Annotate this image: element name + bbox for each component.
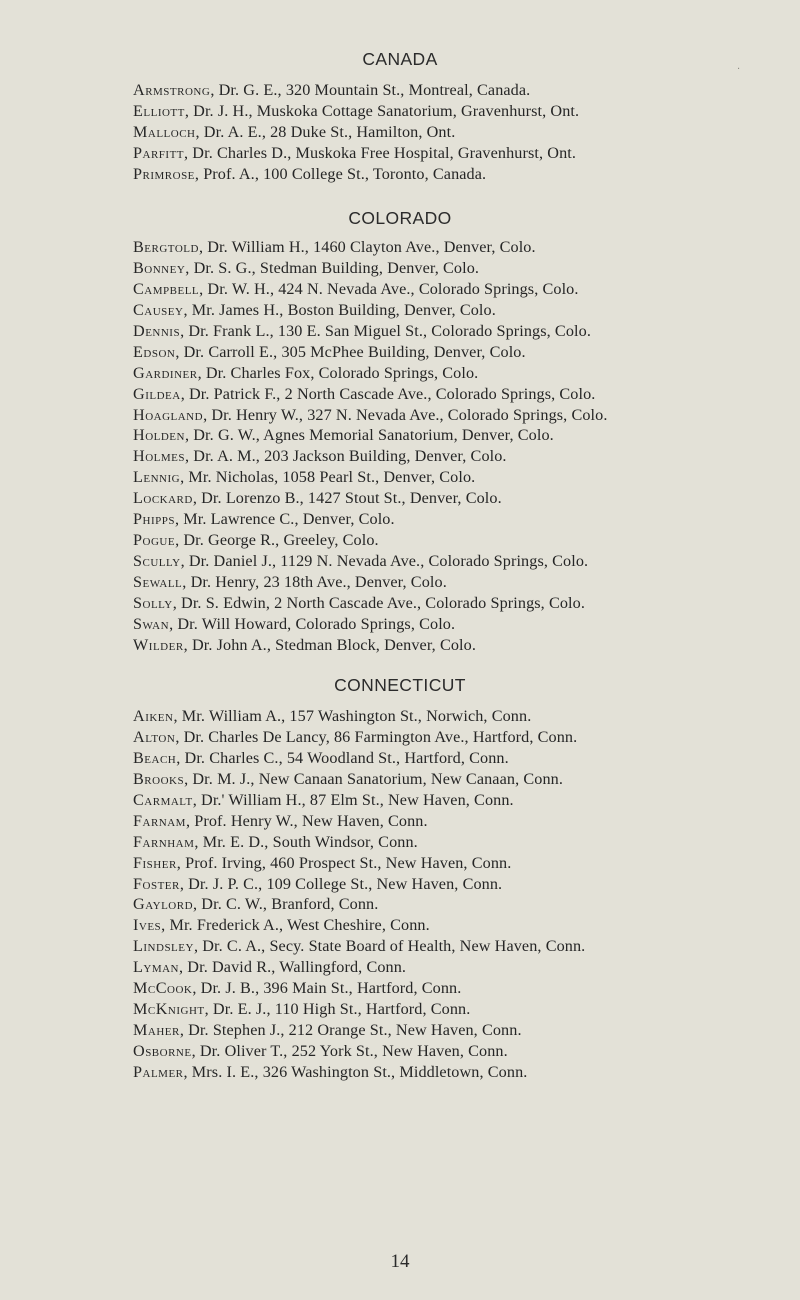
directory-entry	[133, 237, 793, 258]
directory-entry	[133, 467, 793, 488]
entry-details: , Dr. William H., 1460 Clayton Ave., Denver, Colo.	[198, 238, 536, 256]
directory-entry	[133, 80, 793, 101]
entry-surname: Carmalt	[133, 790, 193, 809]
section-heading-colorado: COLORADO	[348, 208, 452, 228]
directory-entry	[133, 727, 793, 748]
entry-details: , Dr. J. B., 396 Main St., Hartford, Conn.	[192, 979, 462, 998]
directory-entry	[133, 300, 793, 321]
entry-surname: Farnham	[133, 832, 195, 851]
directory-entry	[133, 748, 793, 769]
entry-surname: Lockard	[133, 489, 193, 508]
entry-details: , Dr. Charles Fox, Colorado Springs, Colo.	[197, 363, 479, 382]
entry-surname: Parfitt	[133, 143, 185, 162]
entry-surname: Campbell	[133, 279, 200, 298]
entry-details: , Dr. Henry, 23 18th Ave., Denver, Colo.	[182, 573, 447, 591]
entry-details: , Dr. Will Howard, Colorado Springs, Colo.	[169, 614, 456, 633]
entry-details: , Mr. E. D., South Windsor, Conn.	[194, 832, 418, 851]
directory-entry	[133, 425, 793, 446]
entry-surname: Wilder	[133, 635, 184, 654]
entry-surname: Gildea	[133, 384, 181, 403]
entry-details: , Dr. Frank L., 130 E. San Miguel St., Colorado Springs, Colo.	[180, 321, 591, 340]
directory-entry	[133, 551, 793, 572]
entry-surname: Malloch	[133, 122, 196, 141]
entry-surname: Scully	[133, 552, 181, 571]
entry-surname: Gaylord	[133, 895, 194, 914]
entry-details: , Dr. Daniel J., 1129 N. Nevada Ave., Colorado Springs, Colo.	[180, 552, 589, 571]
entry-details: , Dr. G. E., 320 Mountain St., Montreal, Canada.	[210, 81, 531, 99]
entry-surname: McCook	[133, 979, 193, 998]
directory-entry	[133, 915, 793, 936]
entry-details: , Mr. James H., Boston Building, Denver, Colo.	[183, 300, 496, 319]
entry-list-connecticut	[133, 706, 793, 1083]
directory-entry	[133, 957, 793, 978]
entry-surname: Sewall	[133, 573, 183, 591]
entry-details: , Dr. J. H., Muskoka Cottage Sanatorium, Gravenhurst, Ont.	[184, 101, 580, 120]
entry-list-canada	[133, 80, 793, 185]
entry-surname: Primrose	[133, 164, 195, 183]
directory-entry	[133, 894, 793, 915]
entry-details: , Dr. Carroll E., 305 McPhee Building, Denver, Colo.	[175, 342, 526, 361]
entry-surname: Lennig	[133, 468, 181, 487]
directory-entry	[133, 614, 793, 635]
directory-entry	[133, 446, 793, 467]
entry-details: , Dr. A. E., 28 Duke St., Hamilton, Ont.	[195, 122, 456, 141]
entry-surname: Holden	[133, 426, 185, 445]
entry-surname: Beach	[133, 748, 177, 767]
directory-entry	[133, 999, 793, 1020]
entry-surname: Palmer	[133, 1062, 184, 1081]
entry-details: , Dr. M. J., New Canaan Sanatorium, New Canaan, Conn.	[184, 769, 563, 788]
directory-entry	[133, 790, 793, 811]
entry-details: , Mr. Lawrence C., Denver, Colo.	[174, 510, 395, 529]
entry-details: , Mr. William A., 157 Washington St., Norwich, Conn.	[173, 707, 532, 725]
entry-surname: Phipps	[133, 510, 175, 529]
entry-surname: Elliott	[133, 101, 185, 120]
entry-details: , Dr. A. M., 203 Jackson Building, Denver, Colo.	[184, 447, 507, 466]
entry-details: , Dr. Stephen J., 212 Orange St., New Haven, Conn.	[179, 1021, 522, 1040]
entry-details: , Dr. Charles C., 54 Woodland St., Hartford, Conn.	[176, 748, 509, 767]
directory-entry	[133, 143, 793, 164]
entry-surname: Farnam	[133, 811, 186, 830]
directory-entry	[133, 874, 793, 895]
directory-entry	[133, 936, 793, 957]
directory-entry	[133, 122, 793, 143]
entry-details: , Dr. Oliver T., 252 York St., New Haven, Conn.	[191, 1042, 508, 1060]
directory-entry	[133, 363, 793, 384]
entry-details: , Dr. J. P. C., 109 College St., New Haven, Conn.	[179, 874, 503, 893]
directory-entry	[133, 706, 793, 727]
directory-entry	[133, 769, 793, 790]
entry-surname: Dennis	[133, 321, 181, 340]
entry-details: , Dr. Charles De Lancy, 86 Farmington Ave., Hartford, Conn.	[175, 727, 578, 746]
entry-details: , Mr. Frederick A., West Cheshire, Conn.	[161, 916, 430, 935]
entry-details: , Dr.' William H., 87 Elm St., New Haven, Conn.	[192, 790, 514, 809]
entry-details: , Prof. Irving, 460 Prospect St., New Haven, Conn.	[176, 853, 512, 872]
entry-surname: Bergtold	[133, 238, 199, 256]
entry-surname: McKnight	[133, 1000, 205, 1019]
directory-entry	[133, 635, 793, 656]
directory-entry	[133, 509, 793, 530]
entry-surname: Swan	[133, 614, 170, 633]
entry-surname: Ives	[133, 916, 162, 935]
entry-details: , Prof. Henry W., New Haven, Conn.	[185, 811, 428, 830]
entry-details: , Dr. C. W., Branford, Conn.	[193, 895, 379, 914]
entry-surname: Armstrong	[133, 81, 211, 99]
entry-surname: Foster	[133, 874, 180, 893]
directory-entry	[133, 101, 793, 122]
directory-entry	[133, 832, 793, 853]
section-heading-canada: CANADA	[362, 49, 438, 69]
directory-entry	[133, 342, 793, 363]
entry-surname: Osborne	[133, 1042, 192, 1060]
entry-details: , Dr. S. Edwin, 2 North Cascade Ave., Colorado Springs, Colo.	[172, 593, 585, 612]
directory-entry	[133, 811, 793, 832]
entry-details: , Mrs. I. E., 326 Washington St., Middletown, Conn.	[183, 1062, 528, 1081]
entry-details: , Dr. George R., Greeley, Colo.	[175, 531, 379, 550]
entry-details: , Dr. Charles D., Muskoka Free Hospital, Gravenhurst, Ont.	[184, 143, 577, 162]
directory-entry	[133, 164, 793, 185]
directory-entry	[133, 1041, 793, 1062]
directory-entry	[133, 1020, 793, 1041]
entry-details: , Dr. C. A., Secy. State Board of Health, New Haven, Conn.	[193, 937, 586, 956]
entry-details: , Dr. W. H., 424 N. Nevada Ave., Colorado Springs, Colo.	[199, 279, 579, 298]
entry-details: , Dr. Henry W., 327 N. Nevada Ave., Colorado Springs, Colo.	[203, 405, 608, 424]
entry-details: , Dr. E. J., 110 High St., Hartford, Conn.	[204, 1000, 471, 1019]
entry-details: , Dr. G. W., Agnes Memorial Sanatorium, Denver, Colo.	[184, 426, 554, 445]
directory-entry	[133, 530, 793, 551]
entry-details: , Dr. David R., Wallingford, Conn.	[179, 958, 407, 977]
directory-entry	[133, 405, 793, 426]
entry-surname: Gardiner	[133, 363, 198, 382]
entry-details: , Prof. A., 100 College St., Toronto, Canada.	[194, 164, 487, 183]
entry-details: , Dr. S. G., Stedman Building, Denver, Colo.	[185, 258, 480, 277]
entry-surname: Edson	[133, 342, 176, 361]
entry-surname: Bonney	[133, 258, 186, 277]
page-number: 14	[390, 1251, 410, 1272]
entry-details: , Mr. Nicholas, 1058 Pearl St., Denver, Colo.	[180, 468, 476, 487]
entry-surname: Fisher	[133, 853, 177, 872]
entry-surname: Pogue	[133, 531, 176, 550]
directory-entry	[133, 279, 793, 300]
entry-details: , Dr. Lorenzo B., 1427 Stout St., Denver, Colo.	[192, 489, 502, 508]
entry-surname: Causey	[133, 300, 184, 319]
directory-entry	[133, 1062, 793, 1083]
directory-entry	[133, 978, 793, 999]
entry-surname: Hoagland	[133, 405, 204, 424]
directory-entry	[133, 572, 793, 593]
directory-entry	[133, 488, 793, 509]
entry-surname: Maher	[133, 1021, 180, 1040]
directory-entry	[133, 593, 793, 614]
entry-surname: Aiken	[133, 707, 174, 725]
directory-entry	[133, 321, 793, 342]
directory-entry	[133, 384, 793, 405]
entry-surname: Lindsley	[133, 937, 194, 956]
entry-details: , Dr. John A., Stedman Block, Denver, Colo.	[183, 635, 476, 654]
entry-surname: Brooks	[133, 769, 185, 788]
entry-surname: Lyman	[133, 958, 180, 977]
entry-surname: Alton	[133, 727, 176, 746]
section-heading-connecticut: CONNECTICUT	[334, 675, 466, 695]
margin-speck: ·	[737, 64, 741, 75]
entry-list-colorado	[133, 237, 793, 656]
directory-entry	[133, 853, 793, 874]
entry-surname: Solly	[133, 593, 173, 612]
directory-entry	[133, 258, 793, 279]
entry-surname: Holmes	[133, 447, 185, 466]
entry-details: , Dr. Patrick F., 2 North Cascade Ave., Colorado Springs, Colo.	[180, 384, 596, 403]
